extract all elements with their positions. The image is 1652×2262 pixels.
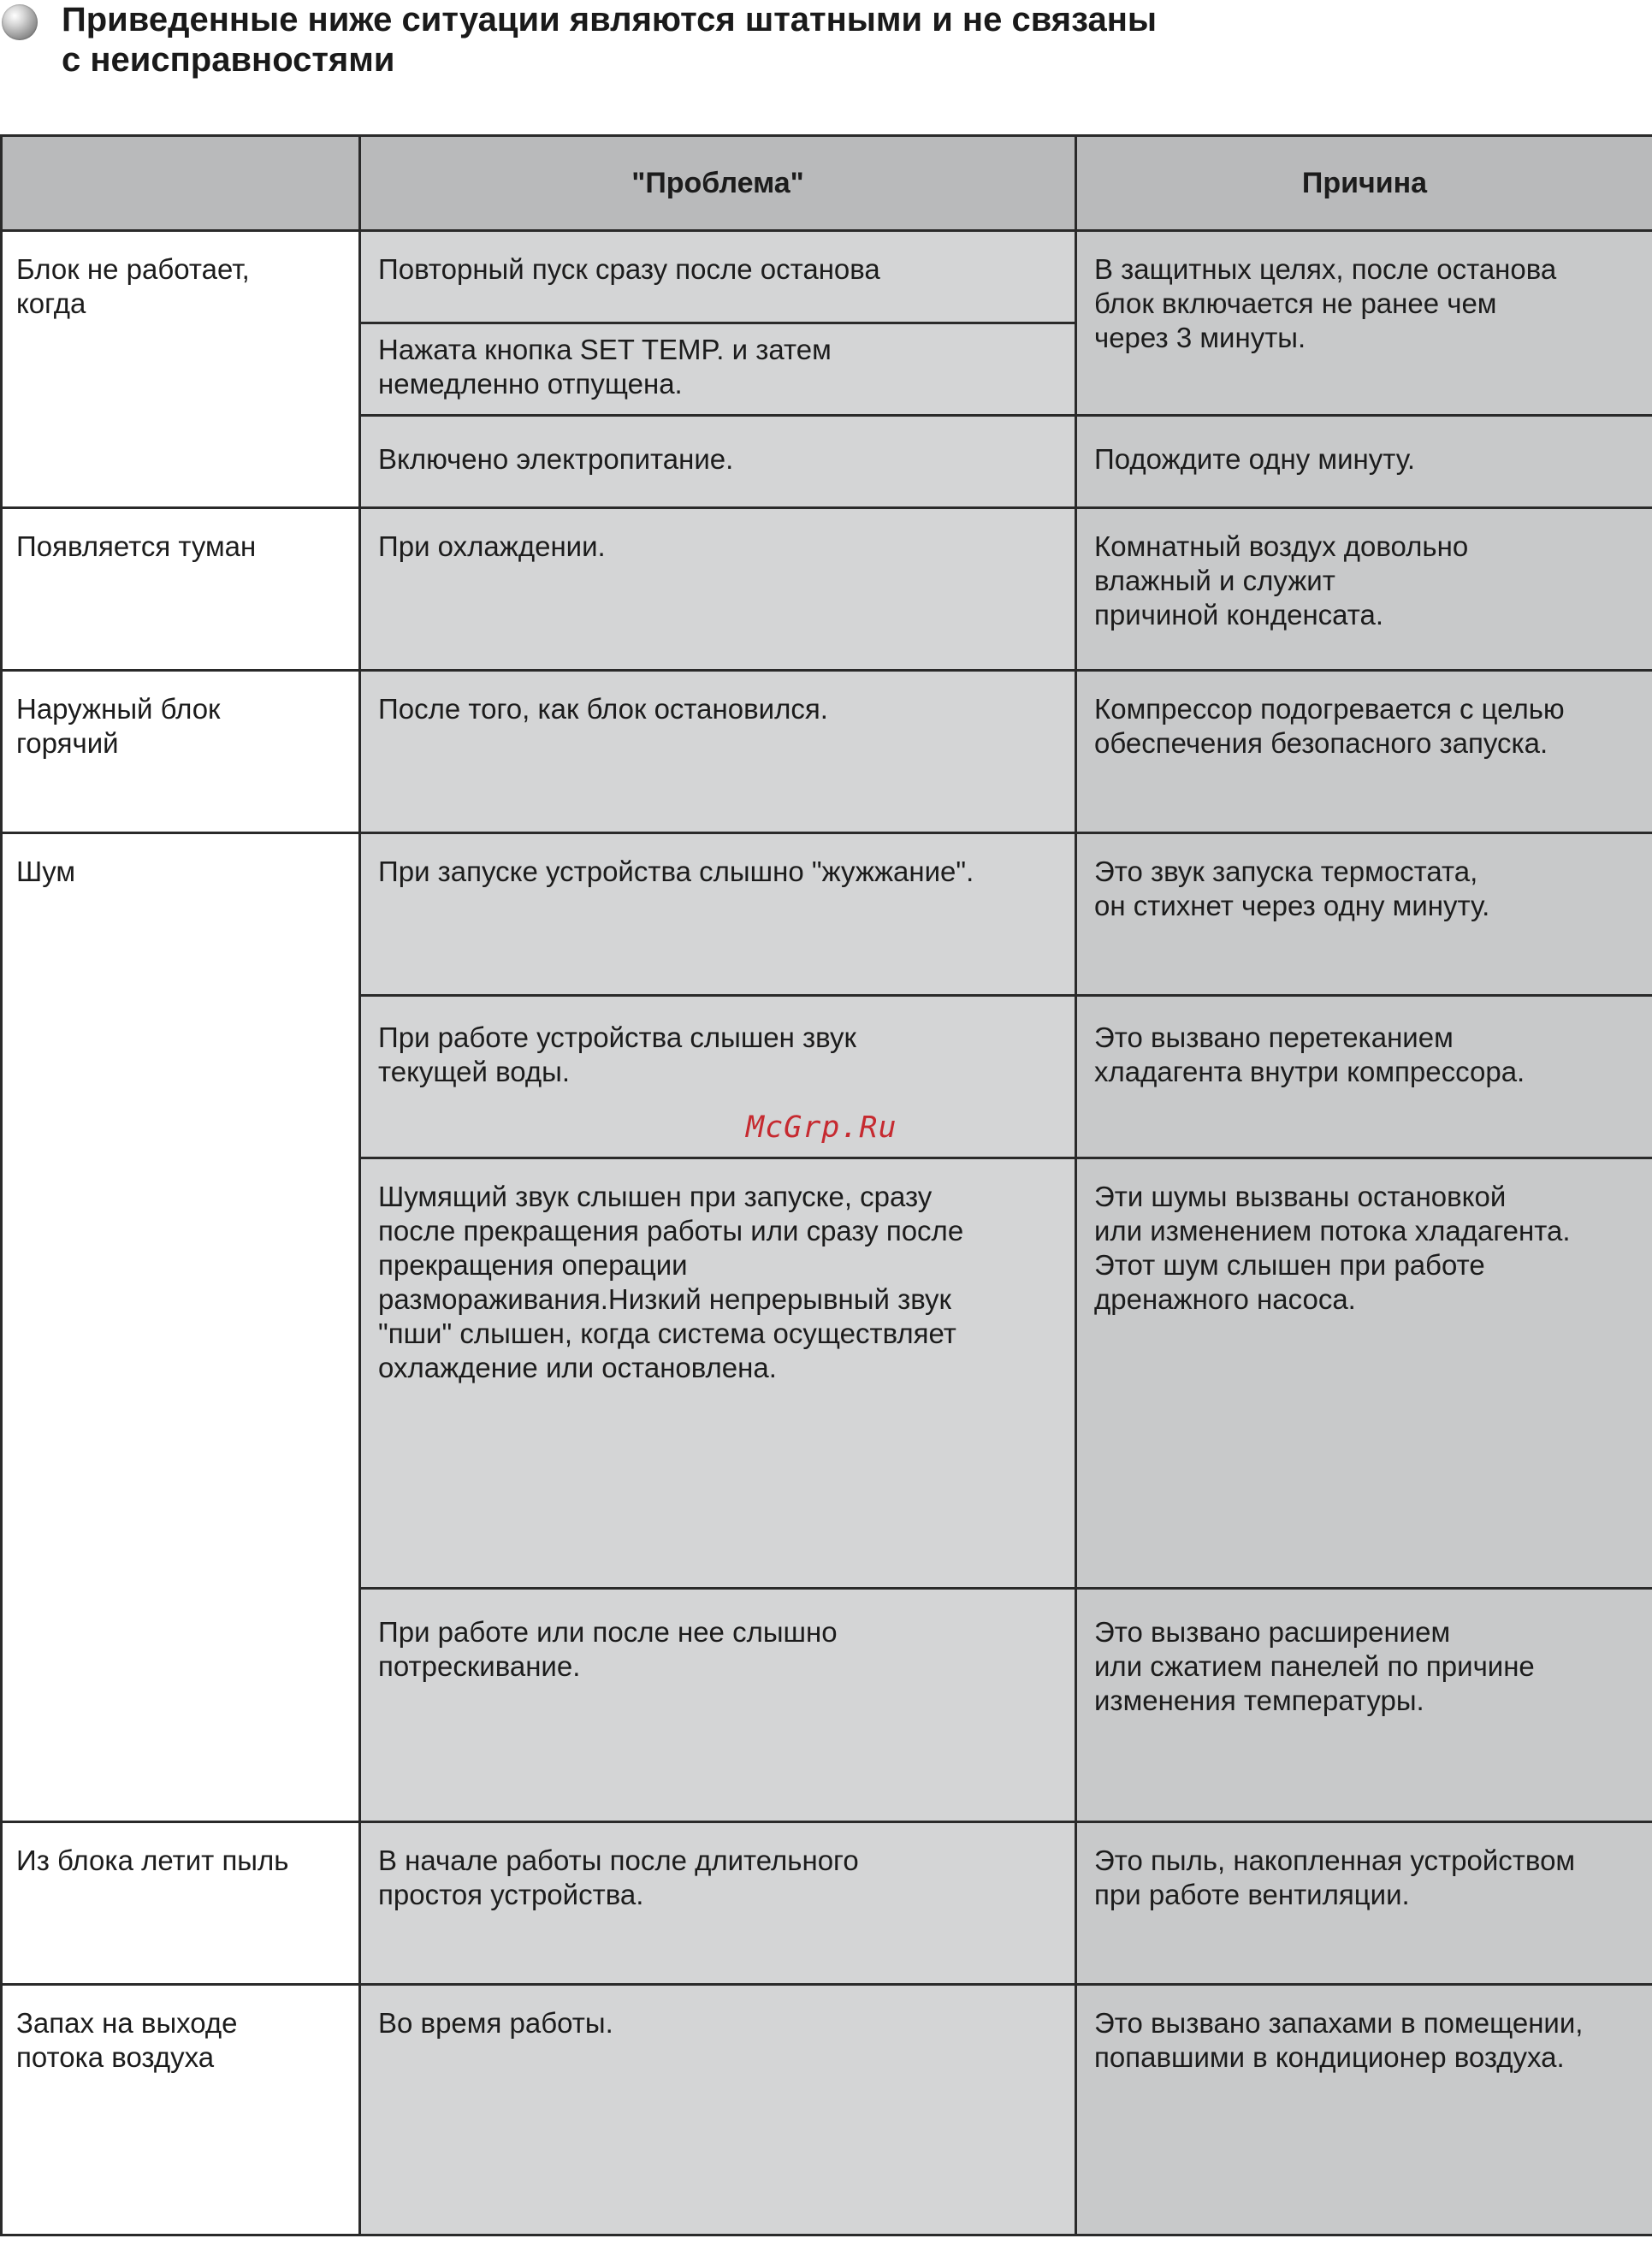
table-row <box>2 231 1652 323</box>
table-row <box>2 1822 1652 1985</box>
situation-text: Из блока летит пыль <box>16 1845 289 1876</box>
normal-situations-table <box>0 134 1652 2236</box>
cause-text: Подождите одну минуту. <box>1094 443 1416 475</box>
problem-cell <box>360 1822 1076 1985</box>
table-row <box>2 671 1652 833</box>
section-heading <box>0 0 1652 94</box>
cause-cell <box>1076 1589 1652 1822</box>
problem-cell <box>360 1158 1076 1589</box>
situation-cell <box>2 508 360 671</box>
problem-text: В начале работы после длительного простоя устройства. <box>378 1845 859 1910</box>
cause-cell <box>1076 1822 1652 1985</box>
problem-text: Повторный пуск сразу после останова <box>378 253 880 285</box>
bullet-icon <box>2 4 38 40</box>
cause-text: В защитных целях, после останова блок включается не ранее чем через 3 минуты. <box>1094 253 1557 353</box>
header-problem: "Проблема" <box>360 136 1076 231</box>
situation-cell <box>2 231 360 508</box>
problem-text: После того, как блок остановился. <box>378 693 828 725</box>
problem-cell <box>360 996 1076 1158</box>
watermark-text: McGrp.Ru <box>746 1110 897 1145</box>
problem-cell <box>360 671 1076 833</box>
problem-cell <box>360 323 1076 416</box>
problem-text: При работе или после нее слышно потрескивание. <box>378 1616 838 1682</box>
situation-cell <box>2 1985 360 2235</box>
cause-text: Это звук запуска термостата, он стихнет через одну минуту. <box>1094 856 1490 921</box>
problem-text: При работе устройства слышен звук текущей воды. <box>378 1021 856 1087</box>
cause-cell <box>1076 231 1652 416</box>
problem-cell <box>360 231 1076 323</box>
situation-cell <box>2 833 360 1822</box>
situation-text: Блок не работает, когда <box>16 253 250 319</box>
page-title: Приведенные ниже ситуации являются штатными и не связаны с неисправностями <box>62 1 1158 79</box>
situation-text: Шум <box>16 856 76 887</box>
problem-cell <box>360 833 1076 996</box>
cause-cell <box>1076 671 1652 833</box>
cause-text: Эти шумы вызваны остановкой или изменением потока хладагента. Этот шум слышен при работе дренажного насоса. <box>1094 1181 1571 1315</box>
situation-text: Появляется туман <box>16 530 257 562</box>
cause-cell <box>1076 416 1652 508</box>
cause-text: Комнатный воздух довольно влажный и служит причиной конденсата. <box>1094 530 1469 631</box>
cause-text: Компрессор подогревается с целью обеспечения безопасного запуска. <box>1094 693 1565 759</box>
table-row <box>2 508 1652 671</box>
problem-text: Шумящий звук слышен при запуске, сразу после прекращения работы или сразу после прекращения операции размораживания.Низкий непрерывный звук "пши" слышен, когда система осуществляет охлаждение или остановлена. <box>378 1181 964 1383</box>
cause-cell <box>1076 1158 1652 1589</box>
cause-text: Это вызвано запахами в помещении, попавшими в кондиционер воздуха. <box>1094 2007 1584 2073</box>
situation-text: Наружный блок горячий <box>16 693 221 759</box>
header-cause: Причина <box>1076 136 1652 231</box>
problem-text: Нажата кнопка SET TEMP. и затем немедленно отпущена. <box>378 334 832 400</box>
cause-text: Это вызвано расширением или сжатием панелей по причине изменения температуры. <box>1094 1616 1535 1716</box>
situation-cell <box>2 1822 360 1985</box>
problem-cell <box>360 416 1076 508</box>
cause-text: Это вызвано перетеканием хладагента внутри компрессора. <box>1094 1021 1525 1087</box>
problem-text: Во время работы. <box>378 2007 613 2039</box>
header-situation <box>2 136 360 231</box>
cause-cell <box>1076 1985 1652 2235</box>
problem-cell <box>360 508 1076 671</box>
table-row <box>2 1985 1652 2235</box>
cause-text: Это пыль, накопленная устройством при работе вентиляции. <box>1094 1845 1576 1910</box>
table-row <box>2 833 1652 996</box>
situation-cell <box>2 671 360 833</box>
problem-text: При запуске устройства слышно "жужжание". <box>378 856 974 887</box>
situation-text: Запах на выходе потока воздуха <box>16 2007 238 2073</box>
problem-cell <box>360 1589 1076 1822</box>
table-header-row <box>2 136 1652 231</box>
problem-text: Включено электропитание. <box>378 443 734 475</box>
cause-cell <box>1076 833 1652 996</box>
problem-cell <box>360 1985 1076 2235</box>
cause-cell <box>1076 996 1652 1158</box>
problem-text: При охлаждении. <box>378 530 606 562</box>
cause-cell <box>1076 508 1652 671</box>
